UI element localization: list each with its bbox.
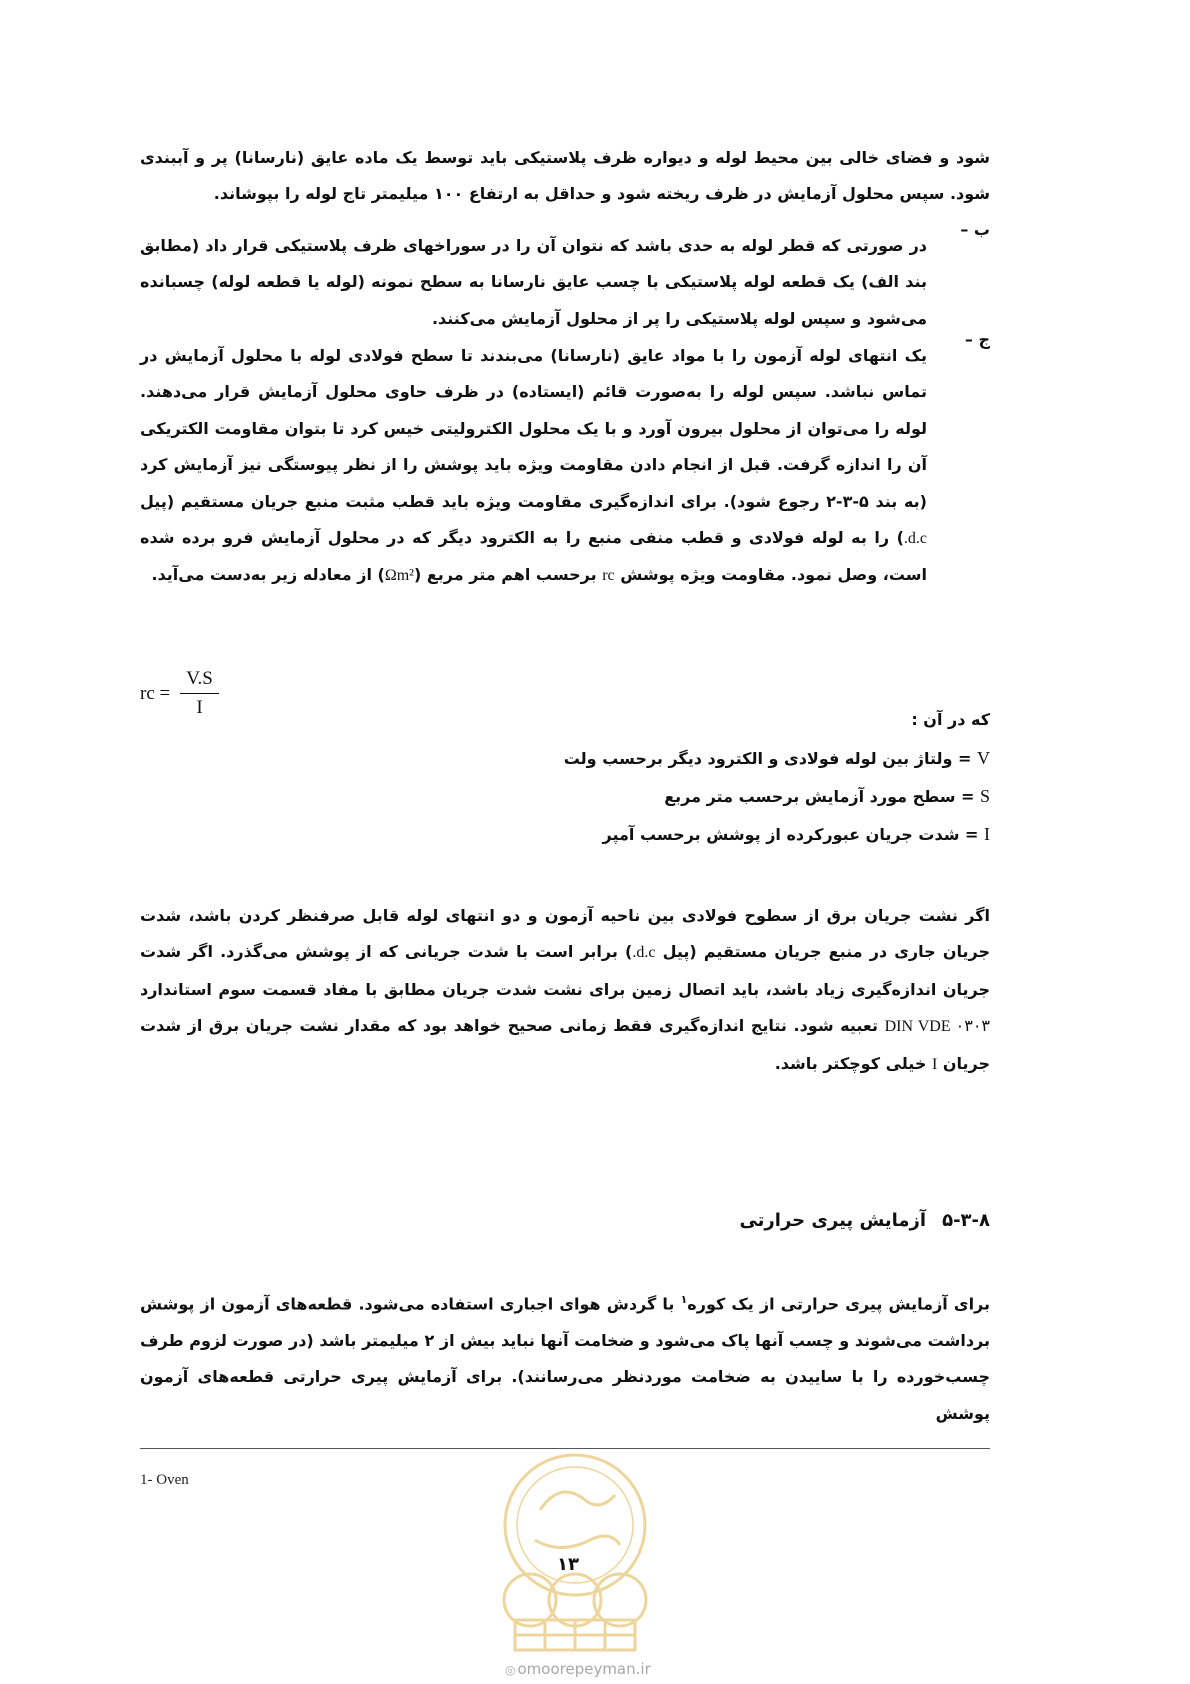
dc-label: d.c. <box>903 530 927 548</box>
formula-denominator: I <box>196 697 203 718</box>
definition-s <box>664 786 990 807</box>
dc-label: d.c. <box>632 944 656 962</box>
list-item-j <box>140 322 990 611</box>
rc-symbol: rc <box>602 567 615 585</box>
definition-text: = شدت جریان عبورکرده از پوشش برحسب آمپر <box>602 825 979 844</box>
leakage-text: اگر نشت جریان برق از سطوح فولادی بین ناحیه آزمون و دو انتهای لوله قابل صرفنظر کردن باشد، شدت جریان جاری در منبع جریان مستقیم (پیل <box>140 906 990 962</box>
list-item-text <box>140 338 927 595</box>
unit-symbol: Ωm² <box>384 567 414 585</box>
item-text-part: ) را به لوله فولادی و قطب منفی منبع را به الکترود دیگر که در محلول آزمایش فرو برده شده است، وصل نمود. مقاومت ویژه پوشش <box>140 528 927 585</box>
definition-v <box>564 748 990 769</box>
section-number: ۵-۳-۸ <box>942 1210 990 1231</box>
watermark-site <box>505 1660 651 1678</box>
formula-fraction <box>180 668 219 719</box>
definition-symbol: S <box>979 786 990 806</box>
formula-lhs: rc = <box>140 682 171 704</box>
definitions-intro: که در آن : <box>911 710 990 729</box>
list-marker: ب – <box>960 220 990 239</box>
resistance-formula <box>140 668 219 719</box>
definition-symbol: V <box>977 748 990 768</box>
list-marker: ج – <box>964 330 990 349</box>
globe-icon: ◎ <box>505 1663 516 1677</box>
page-number: ۱۳ <box>557 1554 579 1575</box>
definition-text: = ولتاژ بین لوله فولادی و الکترود دیگر برحسب ولت <box>563 749 972 768</box>
standard-label: DIN VDE ۰۳۰۳ <box>884 1018 990 1036</box>
leakage-text: تعبیه شود. نتایج اندازه‌گیری فقط زمانی صحیح خواهد بود که مقدار نشت جریان برق از شدت جریان <box>140 1016 990 1073</box>
current-symbol: I <box>931 1055 938 1073</box>
definition-text: = سطح مورد آزمایش برحسب متر مربع <box>664 787 975 806</box>
definition-i <box>603 824 990 845</box>
section-heading <box>739 1210 990 1231</box>
intro-paragraph <box>140 140 990 213</box>
item-text-part: یک انتهای لوله آزمون را با مواد عایق (نارسانا) می‌بندند تا سطح فولادی لوله با محلول آزمایش در تماس نباشد. سپس لوله را به‌صورت قائم (ایستاده) در ظرف حاوی محلول آزمایش قرار می‌دهند. لوله را می‌توان از محلول بیرون آورد و با یک محلول الکترولیتی خیس کرد تا بتوان مقاومت الکتریکی آن را اندازه گرفت. قبل از انجام دادن مقاومت ویژه باید پوشش را از نظر پیوستگی نیز آزمایش کرد (به بند ۵-۳-۲ رجوع شود). برای اندازه‌گیری مقاومت ویژه باید قطب مثبت منبع جریان مستقیم (پیل <box>140 346 927 511</box>
section-title: آزمایش پیری حرارتی <box>739 1210 927 1231</box>
aging-text: با گردش هوای اجباری استفاده می‌شود. قطعه‌های آزمون از پوشش برداشت می‌شوند و چسب آنها پاک می‌شود و ضخامت آنها نباید بیش از ۲ میلیمتر باشد (در صورت لزوم طرف چسب‌خورده را با ساییدن به ضخامت موردنظر می‌رسانند). برای آزمایش پیری حرارتی قطعه‌های آزمون پوشش <box>140 1294 991 1423</box>
aging-text: برای آزمایش پیری حرارتی از یک کوره <box>687 1294 991 1314</box>
leakage-text: خیلی کوچکتر باشد. <box>774 1053 927 1073</box>
item-text-part: ) از معادله زیر به‌دست می‌آید. <box>151 565 385 585</box>
intro-text: شود و فضای خالی بین محیط لوله و دیواره ظرف پلاستیکی باید توسط یک ماده عایق (نارسانا) پر و آببندی شود. سپس محلول آزمایش در ظرف ریخته شود و حداقل به ارتفاع ۱۰۰ میلیمتر تاج لوله را بپوشاند. <box>140 148 990 204</box>
item-text-part: برحسب اهم متر مربع ( <box>413 565 597 585</box>
watermark-logo-icon <box>480 1440 670 1655</box>
aging-paragraph <box>140 1282 990 1432</box>
leakage-text: ) برابر است با شدت جریانی که از پوشش می‌گذرد. اگر شدت جریان اندازه‌گیری زیاد باشد، باید اتصال زمین برای نشت شدت جریان مطابق با مفاد قسمت سوم استاندارد <box>140 942 990 999</box>
site-text: omoorepeyman.ir <box>517 1660 651 1678</box>
formula-numerator: V.S <box>180 668 219 694</box>
list-item-text: در صورتی که قطر لوله به حدی باشد که نتوان آن را در سوراخهای ظرف پلاستیکی قرار داد (مطابق بند الف) یک قطعه لوله پلاستیکی با چسب عایق نارسانا به سطح نمونه (لوله یا قطعه لوله) چسبانده می‌شود و سپس لوله پلاستیکی را پر از محلول آزمایش می‌کنند. <box>140 236 927 328</box>
footnote: 1- Oven <box>140 1472 189 1488</box>
footnote-reference: ۱ <box>680 1293 688 1306</box>
definition-symbol: I <box>984 824 990 844</box>
leakage-paragraph <box>140 898 990 1083</box>
